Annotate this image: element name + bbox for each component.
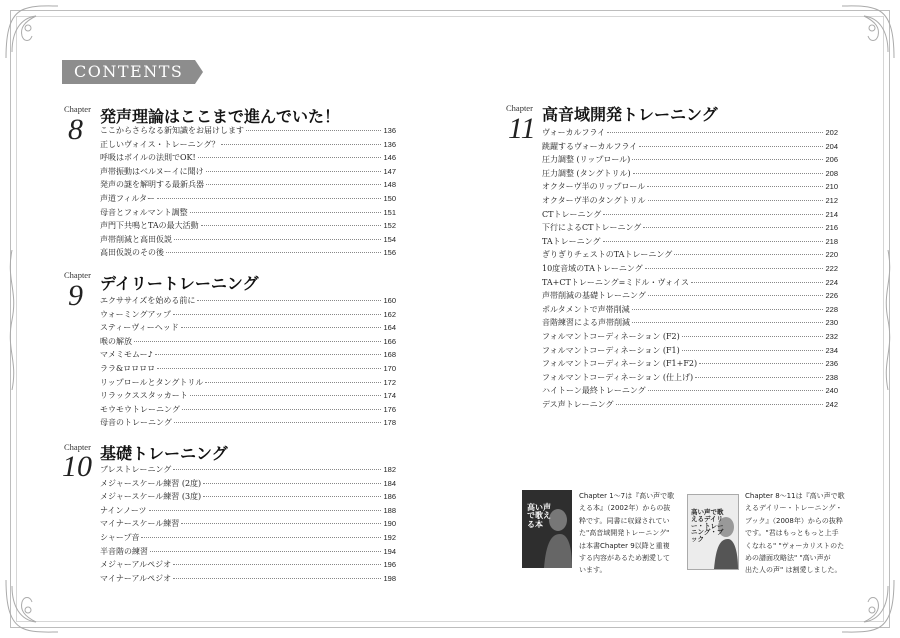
toc-entry-title: 下行によるCTトレーニング [542, 223, 642, 233]
toc-entry-title: ウォーミングアップ [100, 309, 171, 319]
dot-leader [157, 198, 381, 199]
dot-leader [134, 341, 381, 342]
note-line: えるデイリー・トレーニング・ [745, 504, 843, 513]
dot-leader [141, 537, 381, 538]
toc-entry-page: 150 [383, 193, 396, 203]
toc-entry [100, 531, 396, 545]
book-cover-image [522, 490, 572, 568]
note-line: Chapter 1～7は『高い声で歌 [579, 492, 675, 500]
toc-entry-page: 196 [383, 560, 396, 570]
toc-entry-title: 声帯削減と高田仮説 [100, 234, 172, 244]
toc-entry-title: 声帯削減の基礎トレーニング [542, 291, 646, 301]
dot-leader [603, 214, 823, 215]
toc-entry-page: 202 [825, 128, 838, 137]
toc-entry-page: 178 [383, 418, 396, 428]
toc-entry-title: ポルタメントで声帯削減 [542, 304, 630, 314]
corner-ornament [2, 576, 62, 636]
dot-leader [181, 523, 381, 524]
dot-leader [155, 354, 382, 355]
toc-entry-title: ナインノーツ [100, 505, 147, 515]
dot-leader [206, 184, 381, 185]
toc-entry-title: 声門下共鳴とTAの最大活動 [100, 221, 199, 231]
corner-ornament [2, 2, 62, 62]
toc-entry-page: 174 [383, 391, 396, 401]
toc-entry [542, 289, 838, 303]
toc-entry-title: オクターヴ半のリップロール [542, 182, 646, 192]
dot-leader [246, 130, 381, 131]
dot-leader [633, 173, 824, 174]
chapter-number: 11 [508, 112, 536, 145]
chapter-number: 10 [62, 450, 92, 483]
toc-entry-page: 222 [825, 263, 838, 273]
source-note [745, 490, 857, 577]
note-line: する内容があるため割愛して [579, 554, 670, 563]
dot-leader [174, 239, 381, 240]
toc-entry [542, 221, 838, 235]
toc-entry-title: 圧力調整 (タングトリル) [542, 168, 631, 178]
toc-list [542, 126, 838, 411]
toc-entry-page: 146 [383, 153, 396, 163]
toc-entry [542, 208, 838, 222]
note-line: くなれる" "ヴォーカリストのた [745, 541, 845, 550]
toc-entry [542, 235, 838, 249]
toc-entry [100, 376, 396, 390]
toc-entry [542, 303, 838, 317]
toc-entry-page: 238 [825, 372, 838, 382]
toc-entry-page: 230 [825, 318, 838, 328]
source-note [579, 490, 687, 577]
toc-entry-title: フォルマントコーディネーション (F2) [542, 331, 680, 341]
toc-entry-page: 188 [383, 505, 396, 515]
toc-entry-page: 236 [825, 359, 838, 369]
dot-leader [632, 159, 823, 160]
dot-leader [616, 404, 824, 405]
toc-list [100, 294, 396, 430]
dot-leader [190, 395, 382, 396]
dot-leader [181, 327, 382, 328]
dot-leader [203, 483, 381, 484]
toc-entry-title: マイナーアルペジオ [100, 573, 172, 583]
dot-leader [607, 132, 823, 133]
toc-entry-page: 164 [383, 323, 396, 333]
toc-entry-title: リップロールとタングトリル [100, 377, 204, 387]
note-line: は本書Chapter 9以降と重複 [579, 541, 670, 550]
toc-entry-page: 151 [383, 207, 396, 217]
toc-entry-page: 212 [825, 195, 838, 205]
toc-entry-title: CTトレーニング [542, 209, 602, 219]
dot-leader [174, 422, 382, 423]
toc-entry [100, 504, 396, 518]
toc-entry-title: 半音階の練習 [100, 546, 148, 556]
toc-entry-page: 192 [383, 532, 396, 542]
chapter-title: デイリートレーニング [100, 274, 259, 293]
toc-entry-page: 220 [825, 250, 838, 260]
toc-entry-title: メジャースケール練習 (3度) [100, 492, 202, 502]
book-cover-title: 高い声で歌えるデイリー・トレーニング・ブック [691, 508, 724, 544]
dot-leader [695, 377, 823, 378]
toc-entry [542, 248, 838, 262]
toc-entry [100, 403, 396, 417]
note-line: た"高音域開発トレーニング" [579, 529, 670, 538]
toc-list [100, 124, 396, 260]
toc-entry [542, 180, 838, 194]
contents-banner [62, 60, 195, 84]
chapter-title: 基礎トレーニング [100, 444, 228, 463]
toc-entry [100, 246, 396, 260]
toc-entry-title: TAトレーニング [542, 236, 601, 246]
side-ornament [4, 250, 20, 390]
dot-leader [157, 368, 381, 369]
toc-entry [100, 219, 396, 233]
toc-entry-title: ここからさらなる新知識をお届けします [100, 126, 244, 135]
dot-leader [632, 309, 824, 310]
toc-entry [100, 335, 396, 349]
note-line: 出た人の声" は割愛しました。 [745, 566, 842, 575]
note-line: います。 [579, 566, 607, 575]
toc-entry-page: 152 [383, 221, 396, 231]
toc-entry-title: フォルマントコーディネーション (F1+F2) [542, 359, 698, 369]
toc-list [100, 463, 396, 585]
toc-entry [100, 321, 396, 335]
chapter-word: Chapter [64, 104, 91, 114]
toc-entry-page: 168 [383, 350, 396, 360]
toc-entry [100, 389, 396, 403]
toc-entry-title: 呼吸はボイルの法則でOK! [100, 153, 196, 163]
toc-entry-page: 190 [383, 519, 396, 529]
toc-entry-title: モウモウトレーニング [100, 404, 180, 414]
dot-leader [173, 578, 381, 579]
toc-entry-page: 232 [825, 331, 838, 341]
toc-entry-page: 194 [383, 546, 396, 556]
toc-entry [100, 233, 396, 247]
chapter-word: Chapter [64, 270, 91, 280]
dot-leader [699, 363, 823, 364]
dot-leader [182, 409, 382, 410]
toc-entry [100, 192, 396, 206]
toc-entry-title: デス声トレーニング [542, 399, 614, 409]
toc-entry-title: 圧力調整 (リップロール) [542, 155, 631, 165]
toc-entry-title: 高田仮説のその後 [100, 248, 164, 258]
toc-entry [100, 124, 396, 138]
toc-entry-title: ハイトーン最終トレーニング [542, 386, 646, 396]
toc-entry-page: 154 [383, 234, 396, 244]
toc-entry-page: 242 [825, 399, 838, 409]
dot-leader [645, 268, 824, 269]
chapter-number: 9 [68, 279, 83, 312]
note-line: ブック』（2008年）からの抜粋 [745, 516, 843, 525]
toc-entry-title: シャープ音 [100, 532, 140, 542]
toc-entry [100, 416, 396, 430]
dot-leader [639, 146, 823, 147]
toc-entry-page: 186 [383, 492, 396, 502]
toc-entry [542, 357, 838, 371]
note-line: える本』（2002年）からの抜 [579, 504, 671, 513]
corner-ornament [838, 576, 898, 636]
note-line: Chapter 8～11は『高い声で歌 [745, 492, 845, 500]
toc-entry-page: 182 [383, 465, 396, 474]
toc-entry-title: 跳躍するヴォーカルフライ [542, 141, 638, 151]
dot-leader [691, 282, 824, 283]
toc-entry-page: 156 [383, 248, 396, 258]
toc-entry [542, 140, 838, 154]
dot-leader [674, 254, 823, 255]
toc-entry [100, 545, 396, 559]
toc-entry [100, 572, 396, 586]
toc-entry [100, 206, 396, 220]
toc-entry-title: リラックススタッカート [100, 391, 188, 401]
dot-leader [643, 227, 823, 228]
toc-entry-title: 母音のトレーニング [100, 418, 172, 428]
book-cover-image [687, 494, 739, 570]
toc-entry-page: 210 [825, 182, 838, 192]
chapter-title: 発声理論はここまで進んでいた！ [100, 107, 341, 126]
toc-entry-page: 234 [825, 345, 838, 355]
dot-leader [632, 322, 823, 323]
toc-entry [542, 126, 838, 140]
toc-entry [100, 477, 396, 491]
dot-leader [682, 336, 824, 337]
toc-entry [100, 178, 396, 192]
toc-entry-title: ぎりぎりチェストのTAトレーニング [542, 250, 673, 260]
book-cover-title: 高い声で歌える本 [527, 503, 551, 529]
dot-leader [173, 469, 381, 470]
dot-leader [150, 551, 381, 552]
dot-leader [206, 171, 382, 172]
toc-entry-title: メジャースケール練習 (2度) [100, 478, 202, 488]
toc-entry-page: 224 [825, 277, 838, 287]
chapter-word: Chapter [64, 442, 91, 452]
toc-entry [100, 294, 396, 308]
toc-entry-page: 162 [383, 309, 396, 319]
dot-leader [173, 564, 381, 565]
dot-leader [221, 144, 381, 145]
chapter-title: 高音域開発トレーニング [542, 105, 718, 124]
toc-entry-page: 214 [825, 209, 838, 219]
toc-entry-title: 正しいヴォイス・トレーニング？ [100, 139, 220, 149]
dot-leader [201, 225, 382, 226]
toc-entry-title: 声帯振動はベルヌーイに聞け [100, 166, 204, 176]
dot-leader [603, 241, 824, 242]
toc-entry-title: 声道フィルター [100, 193, 156, 203]
toc-entry-title: TA+CTトレーニング=ミドル・ヴォイス [542, 277, 689, 287]
toc-entry [100, 558, 396, 572]
toc-entry-page: 148 [383, 180, 396, 190]
dot-leader [173, 314, 382, 315]
dot-leader [682, 350, 824, 351]
toc-entry [542, 194, 838, 208]
toc-entry [100, 348, 396, 362]
corner-ornament [838, 2, 898, 62]
toc-entry [100, 463, 396, 477]
note-line: です。"君はもっともっと上手 [745, 529, 839, 538]
toc-entry [542, 316, 838, 330]
dot-leader [648, 390, 824, 391]
toc-entry [542, 344, 838, 358]
toc-entry [542, 167, 838, 181]
toc-entry-page: 218 [825, 236, 838, 246]
toc-entry-page: 204 [825, 141, 838, 151]
dot-leader [197, 300, 381, 301]
toc-entry [100, 362, 396, 376]
toc-entry-page: 206 [825, 155, 838, 165]
toc-entry-title: マメミモムー♪ [100, 350, 153, 360]
toc-entry [542, 330, 838, 344]
toc-entry [100, 490, 396, 504]
toc-entry-title: スティーヴィーヘッド [100, 323, 179, 333]
toc-entry-title: ララ&ロロロロ [100, 363, 156, 373]
toc-entry-page: 170 [383, 363, 396, 373]
toc-entry [542, 398, 838, 412]
toc-entry [100, 165, 396, 179]
toc-entry-page: 184 [383, 478, 396, 488]
toc-entry-page: 198 [383, 573, 396, 583]
toc-entry [100, 151, 396, 165]
toc-entry [100, 308, 396, 322]
toc-entry-page: 172 [383, 377, 396, 387]
toc-entry-page: 208 [825, 168, 838, 178]
toc-entry-page: 160 [383, 296, 396, 305]
toc-entry-page: 216 [825, 223, 838, 233]
toc-entry [542, 371, 838, 385]
toc-entry-page: 226 [825, 291, 838, 301]
dot-leader [190, 212, 382, 213]
dot-leader [198, 157, 382, 158]
toc-entry-title: エクササイズを始める前に [100, 296, 196, 305]
note-line: めの譜面攻略法" "高い声が [745, 554, 831, 563]
toc-entry-title: 発声の謎を解明する最新兵器 [100, 180, 204, 190]
toc-entry-page: 136 [383, 139, 396, 149]
dot-leader [166, 252, 381, 253]
toc-entry [542, 276, 838, 290]
toc-entry-title: ヴォーカルフライ [542, 128, 606, 137]
toc-entry [542, 153, 838, 167]
toc-entry-title: オクターヴ半のタングトリル [542, 195, 646, 205]
dot-leader [648, 295, 824, 296]
toc-entry-page: 147 [383, 166, 396, 176]
toc-entry-title: 10度音域のTAトレーニング [542, 263, 643, 273]
contents-title: CONTENTS [74, 62, 184, 81]
toc-entry [542, 384, 838, 398]
toc-entry-page: 228 [825, 304, 838, 314]
chapter-number: 8 [68, 113, 83, 146]
toc-entry-title: 音階練習による声帯削減 [542, 318, 630, 328]
toc-entry-title: ブレストレーニング [100, 465, 172, 474]
dot-leader [149, 510, 382, 511]
toc-entry-page: 166 [383, 336, 396, 346]
toc-entry-page: 136 [383, 126, 396, 135]
toc-entry-page: 176 [383, 404, 396, 414]
dot-leader [205, 382, 381, 383]
toc-entry-title: マイナースケール練習 [100, 519, 180, 529]
dot-leader [203, 496, 381, 497]
toc-entry [100, 517, 396, 531]
toc-entry-page: 240 [825, 386, 838, 396]
dot-leader [648, 200, 824, 201]
toc-entry-title: フォルマントコーディネーション (F1) [542, 345, 680, 355]
side-ornament [880, 250, 896, 390]
chapter-word: Chapter [506, 103, 533, 113]
toc-entry-title: メジャーアルペジオ [100, 560, 172, 570]
toc-entry [542, 262, 838, 276]
toc-entry [100, 138, 396, 152]
toc-entry-title: 母音とフォルマント調整 [100, 207, 188, 217]
note-line: 粋です。同書に収録されてい [579, 516, 670, 525]
toc-entry-title: 喉の解放 [100, 336, 132, 346]
toc-entry-title: フォルマントコーディネーション (仕上げ) [542, 372, 694, 382]
dot-leader [647, 186, 823, 187]
